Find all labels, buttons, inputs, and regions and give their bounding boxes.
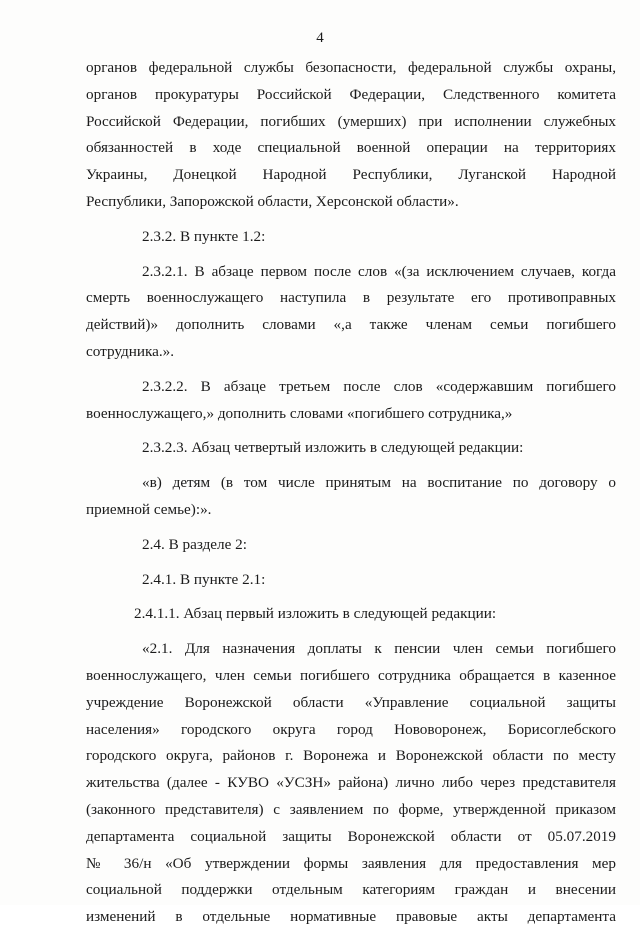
paragraph-gap	[86, 559, 616, 567]
text-line: № 36/н «Об утверждении формы заявления для предоставления мер	[86, 854, 616, 872]
text-line: изменений в отдельные нормативные правовые акты департамента	[86, 908, 616, 926]
text-line: смерть военнослужащего наступила в результате его противоправных	[86, 289, 616, 307]
text-line: «в) детям (в том числе принятым на воспитание по договору о	[142, 474, 616, 492]
text-line: Республики, Запорожской области, Херсонской области».	[86, 192, 459, 210]
text-line: обязанностей в ходе специальной военной операции на территориях	[86, 139, 616, 157]
text-line: 2.3.2.2. В абзаце третьем после слов «содержавшим погибшего	[142, 377, 616, 395]
paragraph-gap	[86, 366, 616, 374]
text-line: органов прокуратуры Российской Федерации, Следственного комитета	[86, 85, 616, 103]
text-line: военнослужащего, член семьи погибшего сотрудника обращается в казенное	[86, 666, 616, 684]
text-line: Украины, Донецкой Народной Республики, Луганской Народной	[86, 166, 616, 184]
text-line: жительства (далее - КУВО «УСЗН» района) лично либо через представителя	[86, 774, 616, 792]
text-line: 2.3.2. В пункте 1.2:	[142, 227, 266, 245]
text-line: 2.3.2.1. В абзаце первом после слов «(за исключением случаев, когда	[142, 262, 616, 280]
paragraph-gap	[86, 462, 616, 470]
text-line: Российской Федерации, погибших (умерших) при исполнении служебных	[86, 112, 616, 130]
text-line: учреждение Воронежской области «Управление социальной защиты	[86, 693, 616, 711]
paragraph-gap	[86, 628, 616, 636]
text-line: (законного представителя) с заявлением по форме, утвержденной приказом	[86, 800, 616, 818]
text-line: военнослужащего,» дополнить словами «погибшего сотрудника,»	[86, 404, 513, 422]
text-line: 2.4.1.1. Абзац первый изложить в следующей редакции:	[134, 605, 497, 623]
text-line: населения» городского округа город Нововоронеж, Борисоглебского	[86, 720, 616, 738]
paragraph-gap	[86, 427, 616, 435]
text-line: 2.3.2.3. Абзац четвертый изложить в следующей редакции:	[142, 439, 524, 457]
text-line: 2.4.1. В пункте 2.1:	[142, 570, 266, 588]
text-line: действий)» дополнить словами «,а также членам семьи погибшего	[86, 316, 616, 334]
paragraph-gap	[86, 251, 616, 259]
text-line: социальной поддержки отдельным категориям граждан и внесении	[86, 881, 616, 899]
document-body	[86, 55, 616, 931]
paragraph-gap	[86, 216, 616, 224]
text-line: приемной семье):».	[86, 500, 212, 518]
text-line: сотрудника.».	[86, 342, 175, 360]
paragraph-gap	[86, 524, 616, 532]
text-line: департамента социальной защиты Воронежской области от 05.07.2019	[86, 827, 616, 845]
page-number: 4	[316, 30, 324, 46]
paragraph-gap	[86, 593, 616, 601]
text-line: городского округа, районов г. Воронежа и Воронежской области по месту	[86, 747, 616, 765]
text-line: органов федеральной службы безопасности, федеральной службы охраны,	[86, 59, 616, 76]
text-line: «2.1. Для назначения доплаты к пенсии член семьи погибшего	[142, 640, 616, 658]
text-line: 2.4. В разделе 2:	[142, 535, 247, 553]
